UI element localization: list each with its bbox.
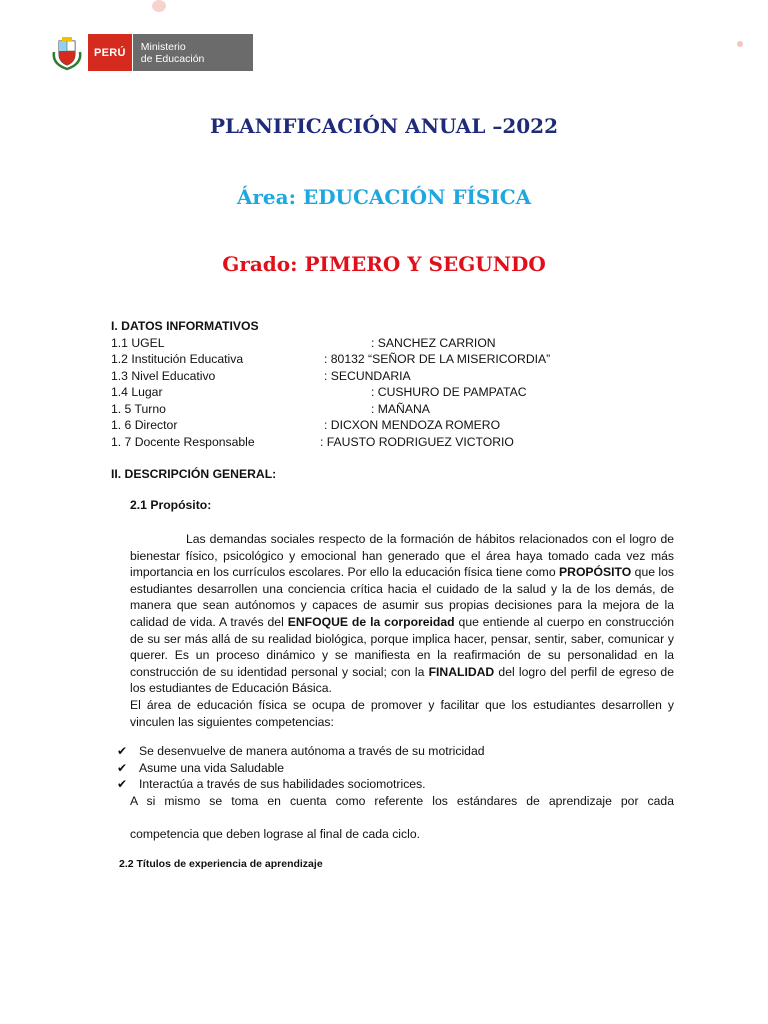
datos-informativos bbox=[111, 318, 651, 450]
datos-value: : SANCHEZ CARRION bbox=[371, 335, 496, 350]
proposito-paragraph bbox=[130, 531, 674, 697]
text-run: Las demandas sociales respecto de la formación de hábitos relacionados con el logro de bienestar físico, psicológico y emocional han generado que el área haya tomado cada vez más importancia en los currículos escolares. Por ello la educación física tiene como bbox=[130, 532, 674, 580]
datos-value: : SECUNDARIA bbox=[324, 368, 411, 383]
datos-value: : FAUSTO RODRIGUEZ VICTORIO bbox=[320, 434, 514, 449]
checkmark-icon: ✔ bbox=[117, 744, 128, 758]
checkmark-icon: ✔ bbox=[117, 760, 128, 775]
ministry-line-1: Ministerio bbox=[140, 40, 186, 53]
estandares-text-line-2: competencia que deben lograse al final de cada ciclo. bbox=[130, 827, 420, 841]
peru-badge: PERÚ bbox=[88, 34, 132, 71]
datos-heading: I. DATOS INFORMATIVOS bbox=[111, 319, 259, 333]
datos-value: : MAÑANA bbox=[371, 401, 430, 416]
proposito-text bbox=[130, 531, 674, 730]
competencias-list bbox=[117, 743, 485, 793]
datos-label: 1. 5 Turno bbox=[111, 401, 166, 416]
list-item bbox=[117, 776, 485, 793]
estandares-text-line-1: A si mismo se toma en cuenta como referente los estándares de aprendizaje por cada bbox=[130, 794, 674, 808]
ministry-line-2: de Educación bbox=[140, 52, 205, 65]
decorative-dot bbox=[152, 0, 166, 12]
datos-row bbox=[111, 401, 651, 418]
competencia-text: Interactúa a través de sus habilidades sociomotrices. bbox=[139, 777, 426, 792]
datos-label: 1. 7 Docente Responsable bbox=[111, 434, 255, 449]
datos-label: 1.2 Institución Educativa bbox=[111, 352, 244, 366]
bold-run: PROPÓSITO bbox=[559, 565, 632, 580]
datos-row bbox=[111, 368, 651, 385]
bold-run: FINALIDAD bbox=[428, 664, 495, 679]
decorative-dot bbox=[737, 41, 743, 47]
datos-row bbox=[111, 384, 651, 401]
competencia-text: Asume una vida Saludable bbox=[139, 760, 284, 775]
titulos-heading: 2.2 Títulos de experiencia de aprendizaje bbox=[119, 858, 323, 870]
ministry-logo bbox=[50, 34, 253, 71]
competencia-text: Se desenvuelve de manera autónoma a través de su motricidad bbox=[139, 744, 485, 758]
proposito-heading: 2.1 Propósito: bbox=[130, 498, 212, 512]
datos-value: : DICXON MENDOZA ROMERO bbox=[324, 418, 501, 432]
datos-label: 1. 6 Director bbox=[111, 418, 178, 432]
datos-value: : 80132 “SEÑOR DE LA MISERICORDIA” bbox=[324, 352, 551, 366]
text-run: del logro del perfil de egreso de los estudiantes de Educación Básica. bbox=[130, 664, 674, 696]
datos-label: 1.3 Nivel Educativo bbox=[111, 368, 216, 383]
bold-run: ENFOQUE de la corporeidad bbox=[287, 614, 455, 629]
grado-title: Grado: PIMERO Y SEGUNDO bbox=[222, 252, 546, 276]
list-item bbox=[117, 743, 485, 760]
coat-of-arms-icon bbox=[50, 34, 84, 71]
datos-label: 1.1 UGEL bbox=[111, 335, 165, 350]
text-run: que los estudiantes desarrollen una conciencia crítica hacia el cuidado de la salud y la de los demás, de manera que sean autónomos y capaces de asumir sus propias decisiones para la mejora de la calidad de vida. A través del bbox=[130, 565, 674, 629]
datos-value: : CUSHURO DE PAMPATAC bbox=[371, 385, 527, 399]
datos-row bbox=[111, 351, 651, 368]
datos-row bbox=[111, 434, 651, 451]
competencias-intro: El área de educación física se ocupa de promover y facilitar que los estudiantes desarrollen y vinculen las siguientes competencias: bbox=[130, 697, 674, 729]
checkmark-icon: ✔ bbox=[117, 777, 128, 792]
datos-row bbox=[111, 417, 651, 434]
document-title: PLANIFICACIÓN ANUAL –2022 bbox=[209, 114, 559, 138]
datos-row bbox=[111, 335, 651, 352]
area-title: Área: EDUCACIÓN FÍSICA bbox=[236, 185, 532, 209]
ministry-name bbox=[132, 34, 253, 71]
descripcion-heading: II. DESCRIPCIÓN GENERAL: bbox=[111, 467, 277, 481]
list-item bbox=[117, 760, 485, 777]
datos-label: 1.4 Lugar bbox=[111, 385, 163, 399]
text-run: que entiende al cuerpo en construcción de su ser más allá de su realidad biológica, porque implica hacer, pensar, sentir, saber, comunicar y querer. Es un proceso dinámico y se manifiesta en la reafirmación de su personalidad en la construcción de su identidad personal y social; con la bbox=[130, 614, 674, 679]
